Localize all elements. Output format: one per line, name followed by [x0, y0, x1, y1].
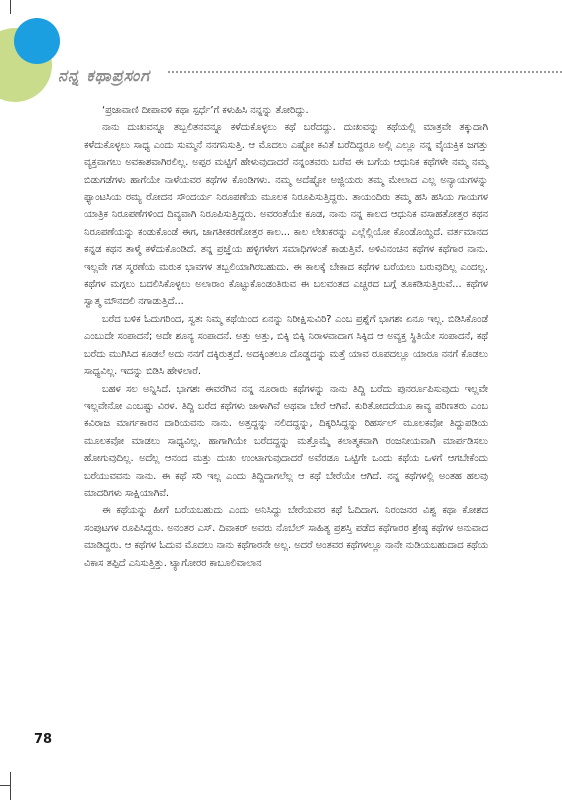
section-title: ನನ್ನ ಕಥಾಪ್ರಸಂಗ — [58, 66, 150, 85]
paragraph: ಬರೆದ ಬಳಿಕ ಓದುಗರಿಂದ, ಸ್ವತಃ ನಿಮ್ಮ ಕಥೆಯಿಂದ ಏನನ್ನು ನಿರೀಕ್ಷಿಸುವಿರಿ? ಎಂಬ ಪ್ರಶ್ನೆಗೆ ಭಾಗಶಃ ಏನೂ ಇಲ್ಲ. ಬಿಡಿಸಿಕೊಂಡೆ ಎಂಬುದೇ ಸಂಪಾದನೆ; ಅದೇ ಶೂನ್ಯ ಸಂಪಾದನೆ. ಅತ್ತು ಅತ್ತು, ಬಿಕ್ಕಿ ಬಿಕ್ಕಿ ನಿರಾಳವಾದಾಗ ಸಿಕ್ಕಿದ ಆ ಅವ್ಯಕ್ತ ಸ್ಥಿತಿಯೇ ಸಂಪಾದನೆ, ಕಥೆ ಬರೆದು ಮುಗಿಸಿದ ಕೂಡಲೆ ಅದು ನನಗೆ ದಕ್ಕಿರುತ್ತದೆ. ಅದಕ್ಕಿಂತಲೂ ದೊಡ್ಡದನ್ನು ಮತ್ತೆ ಯಾವ ರೂಪದಲ್ಲೂ ಯಾರೂ ನನಗೆ ಕೊಡಲು ಸಾಧ್ಯವಿಲ್ಲ. ಇದನ್ನು ಬಿಡಿಸಿ ಹೇಳಲಾರೆ. — [84, 313, 488, 378]
paragraph: ಬಹಳ ಸಲ ಅನ್ನಿಸಿದೆ. ಭಾಗಶಃ ಈವರೆಗಿನ ನನ್ನ ನೂರಾರು ಕಥೆಗಳನ್ನು ನಾನು ತಿದ್ದಿ ಬರೆದು ಪುನರ್ರೂಪಿಸುವುದು ಇಲ್ಲವೇ ಇಲ್ಲವೇನೋ ಎಂಬಷ್ಟು ವಿರಳ. ತಿದ್ದಿ ಬರೆದ ಕಥೆಗಳು ಜಾಳಾಗಿವೆ ಅಥವಾ ಬೇರೆ ಆಗಿವೆ. ಕುರಿತೋದದೆಯೂ ಕಾವ್ಯ ಪರಿಣತರು ಎಂಬ ಕವಿರಾಜ ಮಾರ್ಗಕಾರನ ದಾರಿಯವನು ನಾನು. ಅತ್ತದ್ದನ್ನು ನಲಿದದ್ದನ್ನು, ದಿಕ್ಕರಿಸಿದ್ದನ್ನು ರಿಹರ್ಸಲ್ ಮೂಲಕವೋ ತಿದ್ದುಪಡಿಯ ಮೂಲಕವೋ ಮಾಡಲು ಸಾಧ್ಯವಿಲ್ಲ. ಹಾಗಾಗಿಯೇ ಬರೆದದ್ದನ್ನು ಮತ್ತೊಮ್ಮೆ ಕಲಾತ್ಮಕವಾಗಿ ರಂಜನೀಯವಾಗಿ ಮಾರ್ಪಡಿಸಲು ಹೋಗುವುದಿಲ್ಲ. ಅದೆಲ್ಲ ಆನಂದ ಮತ್ತು ದುಃಖ ಉಂಟಾಗುವುದಾದರೆ ಅವೆರಡೂ ಒಟ್ಟಿಗೇ ಒಂದು ಕಥೆಯ ಒಳಗೆ ಆಗಬೇಕೆಂದು ಬರೆಯುವವನು ನಾನು. ಈ ಕಥೆ ಸರಿ ಇಲ್ಲ ಎಂದು ತಿದ್ದಿದಾಗಲೆಲ್ಲ ಆ ಕಥೆ ಬೇರೆಯೇ ಆಗಿದೆ. ನನ್ನ ಕಥೆಗಳಲ್ಲಿ ಅಂತಹ ಹಲವು ಮಾದರಿಗಳು ಸಾಕ್ಷಿಯಾಗಿವೆ. — [84, 383, 488, 499]
article-body — [84, 102, 488, 572]
dotted-title-rule — [168, 71, 562, 73]
paragraph: ಈ ಕಥೆಯನ್ನು ಹೀಗೆ ಬರೆಯಬಹುದು ಎಂದು ಅನಿಸಿದ್ದು ಬೇರೆಯವರ ಕಥೆ ಓದಿದಾಗ. ನಿರಂಜನರ ವಿಶ್ವ ಕಥಾ ಕೋಶದ ಸಂಪುಟಗಳ ರೂಪಿಸಿದ್ದರು. ಅನಂತರ ಎಸ್. ದಿವಾಕರ್ ಅವರು ನೊಬೆಲ್ ಸಾಹಿತ್ಯ ಪ್ರಶಸ್ತಿ ಪಡೆದ ಕಥೆಗಾರರ ಶ್ರೇಷ್ಠ ಕಥೆಗಳ ಅನುವಾದ ಮಾಡಿದ್ದರು. ಆ ಕಥೆಗಳ ಓದುವ ಮೊದಲು ನಾನು ಕಥೆಗಾರನೇ ಅಲ್ಲ. ಅದರೆ ಅಂತವರ ಕಥೆಗಳಲ್ಲೂ ನಾನೇ ನುಡಿಯಬಹುದಾದ ಕಥೆಯ ವಿಕಾಸ ತಪ್ಪಿದೆ ಎನಿಸುತ್ತಿತ್ತು. ಟ್ಯಾಗೋರರ ಕಾಬೂಲಿವಾಲಾನ — [84, 505, 488, 569]
decorative-blue-circle — [14, 18, 60, 64]
crop-mark-top-vertical — [10, 0, 11, 14]
paragraph: ‘ಪ್ರಜಾವಾಣಿ ದೀಪಾವಳಿ ಕಥಾ ಸ್ಪರ್ಧೆ’ಗೆ ಕಳುಹಿಸಿ ನನ್ನನ್ನು ತೋರಿದ್ದು. — [102, 105, 309, 116]
crop-mark-bottom-horizontal — [0, 785, 10, 786]
page-number: 78 — [34, 732, 53, 747]
paragraph: ನಾನು ದುಃಖವನ್ನೂ ತಬ್ಬಲಿತನವನ್ನೂ ಕಳೆದುಕೊಳ್ಳಲು ಕಥೆ ಬರೆದದ್ದು. ದುಃಖವನ್ನು ಕಥೆಯಲ್ಲಿ ಮಾತ್ರವೇ ತಕ್ಕುದಾಗಿ ಕಳೆದುಕೊಳ್ಳಲು ಸಾಧ್ಯ ಎಂದು ಸುಮ್ಮನೆ ನನಗನಿಸುತ್ತಿ. ಆ ಮೊದಲು ಎಷ್ಟೋ ಕವಿತೆ ಬರೆದಿದ್ದರೂ ಅಲ್ಲಿ ಎಲ್ಲೂ ನನ್ನ ವೈಯಕ್ತಿಕ ಜಗತ್ತು ವ್ಯಕ್ತವಾಗಲು ಅವಕಾಶವಾಗಿರಲಿಲ್ಲ. ಅಪ್ಪರ ಮಟ್ಟಿಗೆ ಹೇಳುವುದಾದರೆ ನನ್ನಂತವರು ಬರೆವ ಈ ಬಗೆಯ ಆಧುನಿಕ ಕಥೆಗಳೇ ನಮ್ಮ ನಮ್ಮ ಬಿಡುಗಡೆಗಳು ಹಾಗೆಯೇ ನಾಳೆಯವರ ಕಥೆಗಳ ಕೊಂಡಿಗಳು. ನಮ್ಮ ಅದೆಷ್ಟೋ ಅಜ್ಜಿಯರು ತಮ್ಮ ಮೇಲಾದ ಎಲ್ಲ ಅನ್ಯಾಯಗಳನ್ನು ಫ್ಯಾಂಟಸಿಯ ರಮ್ಯ ರೋದನ ಸೌಂದರ್ಯ ನಿರೂಪಣೆಯ ಮೂಲಕ ನಿರೂಪಿಸುತ್ತಿದ್ದರು. ತಾಯಂದಿರು ತಮ್ಮ ಹಸಿ ಹಸಿಯ ಗಾಯಗಳ ಯಾತ್ರಿಕ ನಿರೂಪಣೆಗಳಿಂದ ದಿವ್ಯವಾಗಿ ನಿರೂಪಿಸುತ್ತಿದ್ದರು. ಅವರಂತೆಯೇ ಕೂಡ, ನಾನು ನನ್ನ ಕಾಲದ ಆಧುನಿಕ ವಸಾಹತೋತ್ತರ ಕಥನ ನಿರೂಪಣೆಯನ್ನು ಕಂಡುಕೊಂಡೆ ಈಗ, ಜಾಗತೀಕರಣೋತ್ತರ ಕಾಲ... ಕಾಲ ಲೇಖಕರನ್ನು ಎಲ್ಲೆಲ್ಲಿಯೋ ಕೊಂಡೊಯ್ದಿದೆ. ವರ್ತಮಾನದ ಕನ್ನಡ ಕಥನ ತಾಳ್ಮೆ ಕಳೆದುಕೊಂಡಿದೆ. ತನ್ನ ಪ್ರಜ್ಞೆಯ ಹಳ್ಳಿಗಳೇಗ ಸಮಾಧಿಗಳಂತೆ ಕಾಡುತ್ತಿವೆ. ಅಳಿವಿನಂಚಿನ ಕಥೆಗಳ ಕಥೆಗಾರ ನಾನು. ಇಲ್ಲವೇ ಗತ ಸ್ಮರಣೆಯ ಮರುಕ ಭಾವಗಳ ತಬ್ಬಲಿಯಾಗಿರಬಹುದು. ಈ ಕಾಲಕ್ಕೆ ಬೇಕಾದ ಕಥೆಗಳ ಬರೆಯಲು ಬರುವುದಿಲ್ಲ ಎಂದಲ್ಲ. ಕಥೆಗಳ ಮಗ್ಗಲು ಬದಲಿಸಿಕೊಳ್ಳಲು ಅಲಾರಾಂ ಕೊಟ್ಟುಕೊಂಡಂತಿರುವ ಈ ಬಲವಂತದ ಎಚ್ಚರದ ಬಗ್ಗೆ ತೂಕಡಿಸುತ್ತಿರುವೆ... ಕಥೆಗಳ ಸ್ವಾತ್ಮ ಮೌನದಲಿ ನಗಾಡುತ್ತಿದೆ... — [84, 122, 488, 308]
crop-mark-bottom-vertical — [10, 772, 11, 800]
